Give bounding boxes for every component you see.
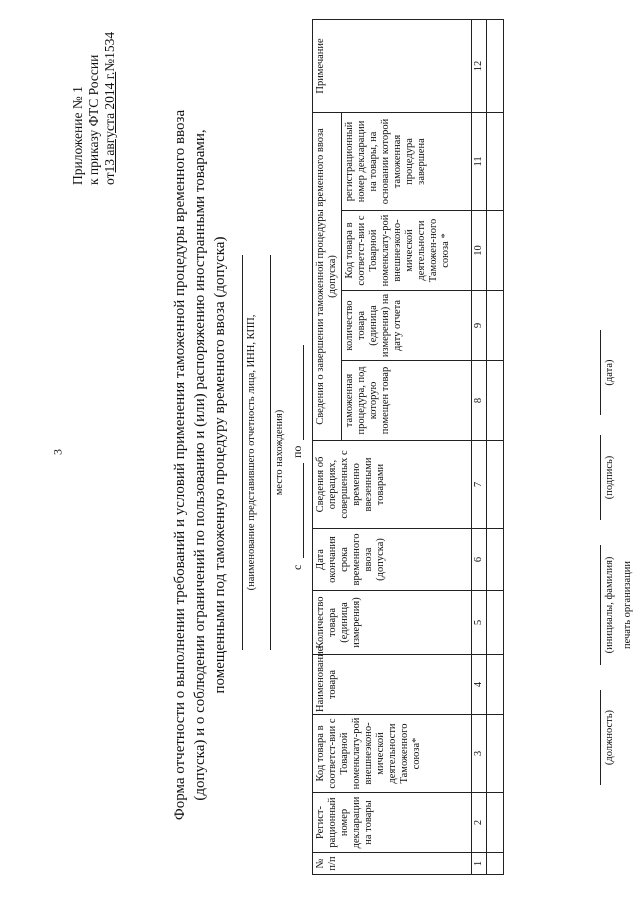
table-cell — [487, 655, 504, 715]
table-cell — [487, 211, 504, 291]
table-cell — [487, 853, 504, 875]
table-cell — [487, 19, 504, 112]
table-cell — [487, 291, 504, 361]
col-header-procedure: таможенная процедура, под которую помещен товар — [342, 361, 472, 441]
appendix-order: к приказу ФТС России — [86, 54, 101, 185]
col-header-name: Наименование товара — [313, 655, 472, 715]
appendix-line: Приложение № 1 — [70, 86, 85, 185]
name-fill-line — [242, 255, 243, 650]
location-fill-line — [270, 255, 271, 650]
appendix-date: от13 августа 2014 г.№1534 — [102, 31, 117, 185]
name-line — [600, 545, 601, 665]
col-number: 6 — [472, 529, 487, 591]
col-number: 8 — [472, 361, 487, 441]
table-cell — [487, 591, 504, 655]
col-header-declaration: Регист-рационный номер декларации на товары — [313, 793, 472, 853]
name-caption: (наименование представившего отчетность лица, ИНН, КПП, — [246, 314, 257, 591]
sign-line — [600, 435, 601, 520]
table-cell — [487, 112, 504, 210]
page-number: 3 — [50, 449, 65, 455]
col-header-quantity: Количество товара (единица измерения) — [313, 591, 472, 655]
header-row — [313, 19, 342, 874]
col-number: 5 — [472, 591, 487, 655]
report-table — [312, 19, 504, 875]
col-number: 4 — [472, 655, 487, 715]
sign-caption: (подпись) — [604, 455, 615, 500]
period-to-label: по — [290, 445, 304, 458]
table-cell — [487, 715, 504, 793]
period-from-label: с — [290, 564, 304, 570]
col-number: 2 — [472, 793, 487, 853]
col-header-note: Примечание — [313, 19, 472, 112]
col-header-code-completion: Код товара в соответст-вии с Товарной номенклату-рой внешнеэконо-мической деятельности Таможен-ного союза * — [342, 211, 472, 291]
col-number: 1 — [472, 853, 487, 875]
col-header-quantity-report: количество товара (единица измерения) на дату отчета — [342, 291, 472, 361]
col-number: 11 — [472, 112, 487, 210]
table-cell — [487, 793, 504, 853]
col-number: 3 — [472, 715, 487, 793]
col-number: 7 — [472, 441, 487, 529]
col-header-end-date: Дата окончания срока временного ввоза (допуска) — [313, 529, 472, 591]
column-number-row — [472, 19, 487, 874]
position-caption: (должность) — [604, 709, 615, 766]
position-line — [600, 690, 601, 785]
period-from-line — [303, 463, 304, 558]
appendix-block — [70, 15, 118, 185]
table-cell — [487, 441, 504, 529]
col-number: 12 — [472, 19, 487, 112]
form-title: Форма отчетности о выполнении требований и условий применения таможенной процедуры временного ввоза (допуска) и о соблюдении ограничений по пользованию и (или) распоряжению иностранными товарами, помещенными под таможенную процедуру временного ввоза (допуска) — [172, 109, 228, 821]
name-caption: (инициалы, фамилия) — [604, 556, 615, 654]
col-header-number: № п/п — [313, 853, 472, 875]
empty-data-row — [487, 19, 504, 874]
stamp-caption: печать организации — [622, 560, 633, 650]
location-caption: место нахождения) — [274, 409, 285, 496]
col-number: 9 — [472, 291, 487, 361]
table-cell — [487, 361, 504, 441]
date-line — [600, 330, 601, 415]
period-to-line — [303, 345, 304, 440]
col-header-operations: Сведения об операциях, совершенных с временно ввезенными товарами — [313, 441, 472, 529]
date-caption: (дата) — [604, 359, 615, 386]
col-header-declaration-completion: регистрационный номер декларации на товары, на основании которой таможенная процедура завершена — [342, 112, 472, 210]
col-header-code: Код товара в соответст-вии с Товарной номенклату-рой внешнеэконо-мической деятельности Таможенного союза* — [313, 715, 472, 793]
group-header-completion: Сведения о завершении таможенной процедуры временного ввоза (допуска) — [313, 112, 342, 440]
col-number: 10 — [472, 211, 487, 291]
table-cell — [487, 529, 504, 591]
